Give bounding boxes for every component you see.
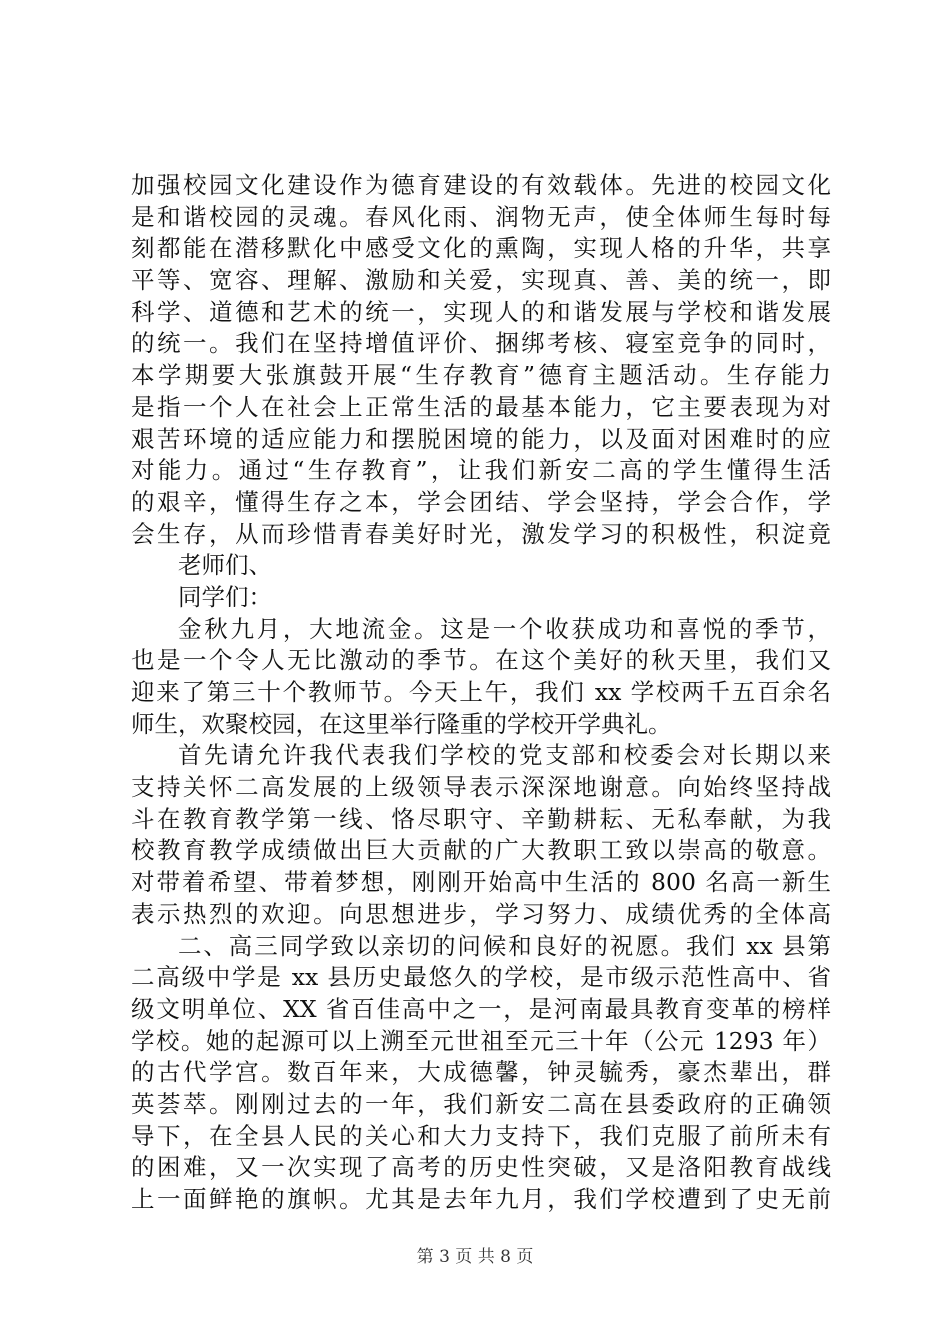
text-line: 迎来了第三十个教师节。今天上午，我们 xx 学校两千五百余名	[131, 678, 831, 706]
text-line: 学校。她的起源可以上溯至元世祖至元三十年（公元 1293 年）	[131, 1026, 831, 1055]
text-line: 同学们：	[178, 582, 272, 611]
text-line: 级文明单位、XX 省百佳高中之一，是河南最具教育变革的榜样	[131, 994, 831, 1023]
text-line: 本学期要大张旗鼓开展“生存教育”德育主题活动。生存能力	[131, 361, 831, 390]
text-line: 平等、宽容、理解、激励和关爱，实现真、善、美的统一，即	[131, 266, 831, 295]
text-line: 的艰辛，懂得生存之本，学会团结、学会坚持，学会合作，学	[131, 487, 831, 516]
text-line: 斗在教育教学第一线、恪尽职守、辛勤耕耘、无私奉献，为我	[131, 804, 831, 833]
text-line: 加强校园文化建设作为德育建设的有效载体。先进的校园文化	[131, 171, 831, 199]
text-line: 上一面鲜艳的旗帜。尤其是去年九月，我们学校遭到了史无前	[131, 1185, 831, 1213]
text-line: 的困难，又一次实现了高考的历史性突破，又是洛阳教育战线	[131, 1153, 831, 1182]
text-line: 艰苦环境的适应能力和摆脱困境的能力，以及面对困难时的应	[131, 424, 831, 453]
text-line: 的统一。我们在坚持增值评价、捆绑考核、寝室竞争的同时，	[131, 329, 831, 358]
text-line: 二高级中学是 xx 县历史最悠久的学校，是市级示范性高中、省	[131, 963, 831, 992]
text-line: 导下，在全县人民的关心和大力支持下，我们克服了前所未有	[131, 1121, 831, 1150]
text-line: 的古代学宫。数百年来，大成德馨，钟灵毓秀，豪杰辈出，群	[131, 1058, 831, 1087]
text-line: 表示热烈的欢迎。向思想进步，学习努力、成绩优秀的全体高	[131, 899, 831, 928]
text-line: 首先请允许我代表我们学校的党支部和校委会对长期以来	[178, 741, 831, 770]
text-line: 师生，欢聚校园，在这里举行隆重的学校开学典礼。	[131, 709, 672, 738]
text-line: 也是一个令人无比激动的季节。在这个美好的秋天里，我们又	[131, 646, 831, 675]
text-line: 科学、道德和艺术的统一，实现人的和谐发展与学校和谐发展	[131, 297, 831, 326]
text-line: 金秋九月，大地流金。这是一个收获成功和喜悦的季节，	[178, 614, 831, 643]
text-line: 支持关怀二高发展的上级领导表示深深地谢意。向始终坚持战	[131, 773, 831, 802]
text-line: 是和谐校园的灵魂。春风化雨、润物无声，使全体师生每时每	[131, 202, 831, 231]
document-body	[131, 170, 831, 1216]
text-line: 对能力。通过“生存教育”，让我们新安二高的学生懂得生活	[131, 456, 831, 485]
text-line: 刻都能在潜移默化中感受文化的熏陶，实现人格的升华，共享	[131, 234, 831, 263]
text-line: 对带着希望、带着梦想，刚刚开始高中生活的 800 名高一新生	[131, 868, 831, 897]
text-line: 会生存，从而珍惜青春美好时光，激发学习的积极性，积淀竟	[131, 519, 831, 548]
page-footer: 第 3 页 共 8 页	[416, 1247, 534, 1267]
text-line: 老师们、	[178, 551, 272, 580]
text-line: 二、高三同学致以亲切的问候和良好的祝愿。我们 xx 县第	[178, 931, 831, 960]
text-line: 是指一个人在社会上正常生活的最基本能力，它主要表现为对	[131, 392, 831, 421]
text-line: 校教育教学成绩做出巨大贡献的广大教职工致以崇高的敬意。	[131, 836, 831, 865]
text-line: 英荟萃。刚刚过去的一年，我们新安二高在县委政府的正确领	[131, 1089, 831, 1118]
